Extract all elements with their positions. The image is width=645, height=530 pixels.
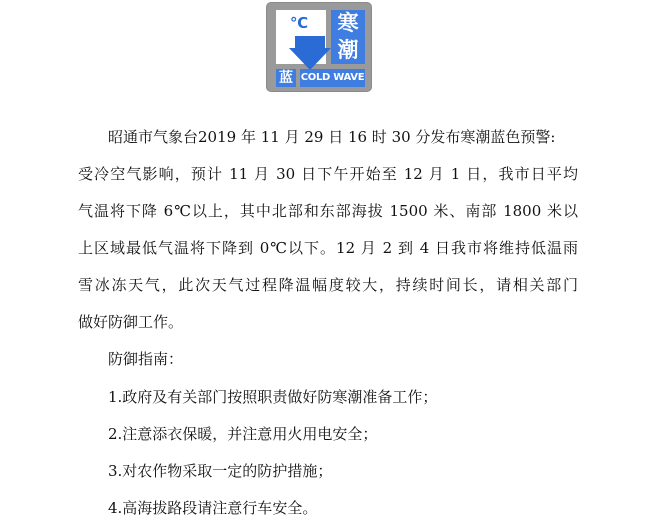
celsius-symbol: ℃ — [290, 14, 309, 32]
warning-english-label: COLD WAVE — [300, 69, 365, 87]
announcement-line-4: 上区域最低气温将下降到 0℃以下。12 月 2 到 4 日我市将维持低温雨 — [78, 239, 578, 257]
announcement-line-5: 雪冰冻天气，此次天气过程降温幅度较大，持续时间长，请相关部门 — [78, 276, 578, 294]
warning-type-title — [331, 10, 365, 64]
announcement-line-2: 受冷空气影响，预计 11 月 30 日下午开始至 12 月 1 日，我市日平均 — [78, 165, 578, 183]
temperature-drop-symbol — [276, 10, 326, 64]
guide-heading: 防御指南： — [108, 350, 184, 368]
cold-wave-warning-icon — [266, 2, 372, 92]
guide-item: 1.政府及有关部门按照职责做好防寒潮准备工作； — [108, 388, 438, 406]
announcement-line-3: 气温将下降 6℃以上，其中北部和东部海拔 1500 米、南部 1800 米以 — [78, 202, 578, 220]
warning-type-char-2: 潮 — [337, 38, 359, 62]
guide-item: 4.高海拔路段请注意行车安全。 — [108, 499, 318, 517]
warning-level-label: 蓝 — [276, 69, 296, 87]
announcement-line-1: 昭通市气象台2019 年 11 月 29 日 16 时 30 分发布寒潮蓝色预警: — [108, 128, 556, 146]
warning-type-char-1: 寒 — [337, 11, 359, 35]
announcement-line-6: 做好防御工作。 — [78, 313, 184, 331]
guide-item: 3.对农作物采取一定的防护措施； — [108, 462, 333, 480]
guide-item: 2.注意添衣保暖，并注意用火用电安全； — [108, 425, 378, 443]
